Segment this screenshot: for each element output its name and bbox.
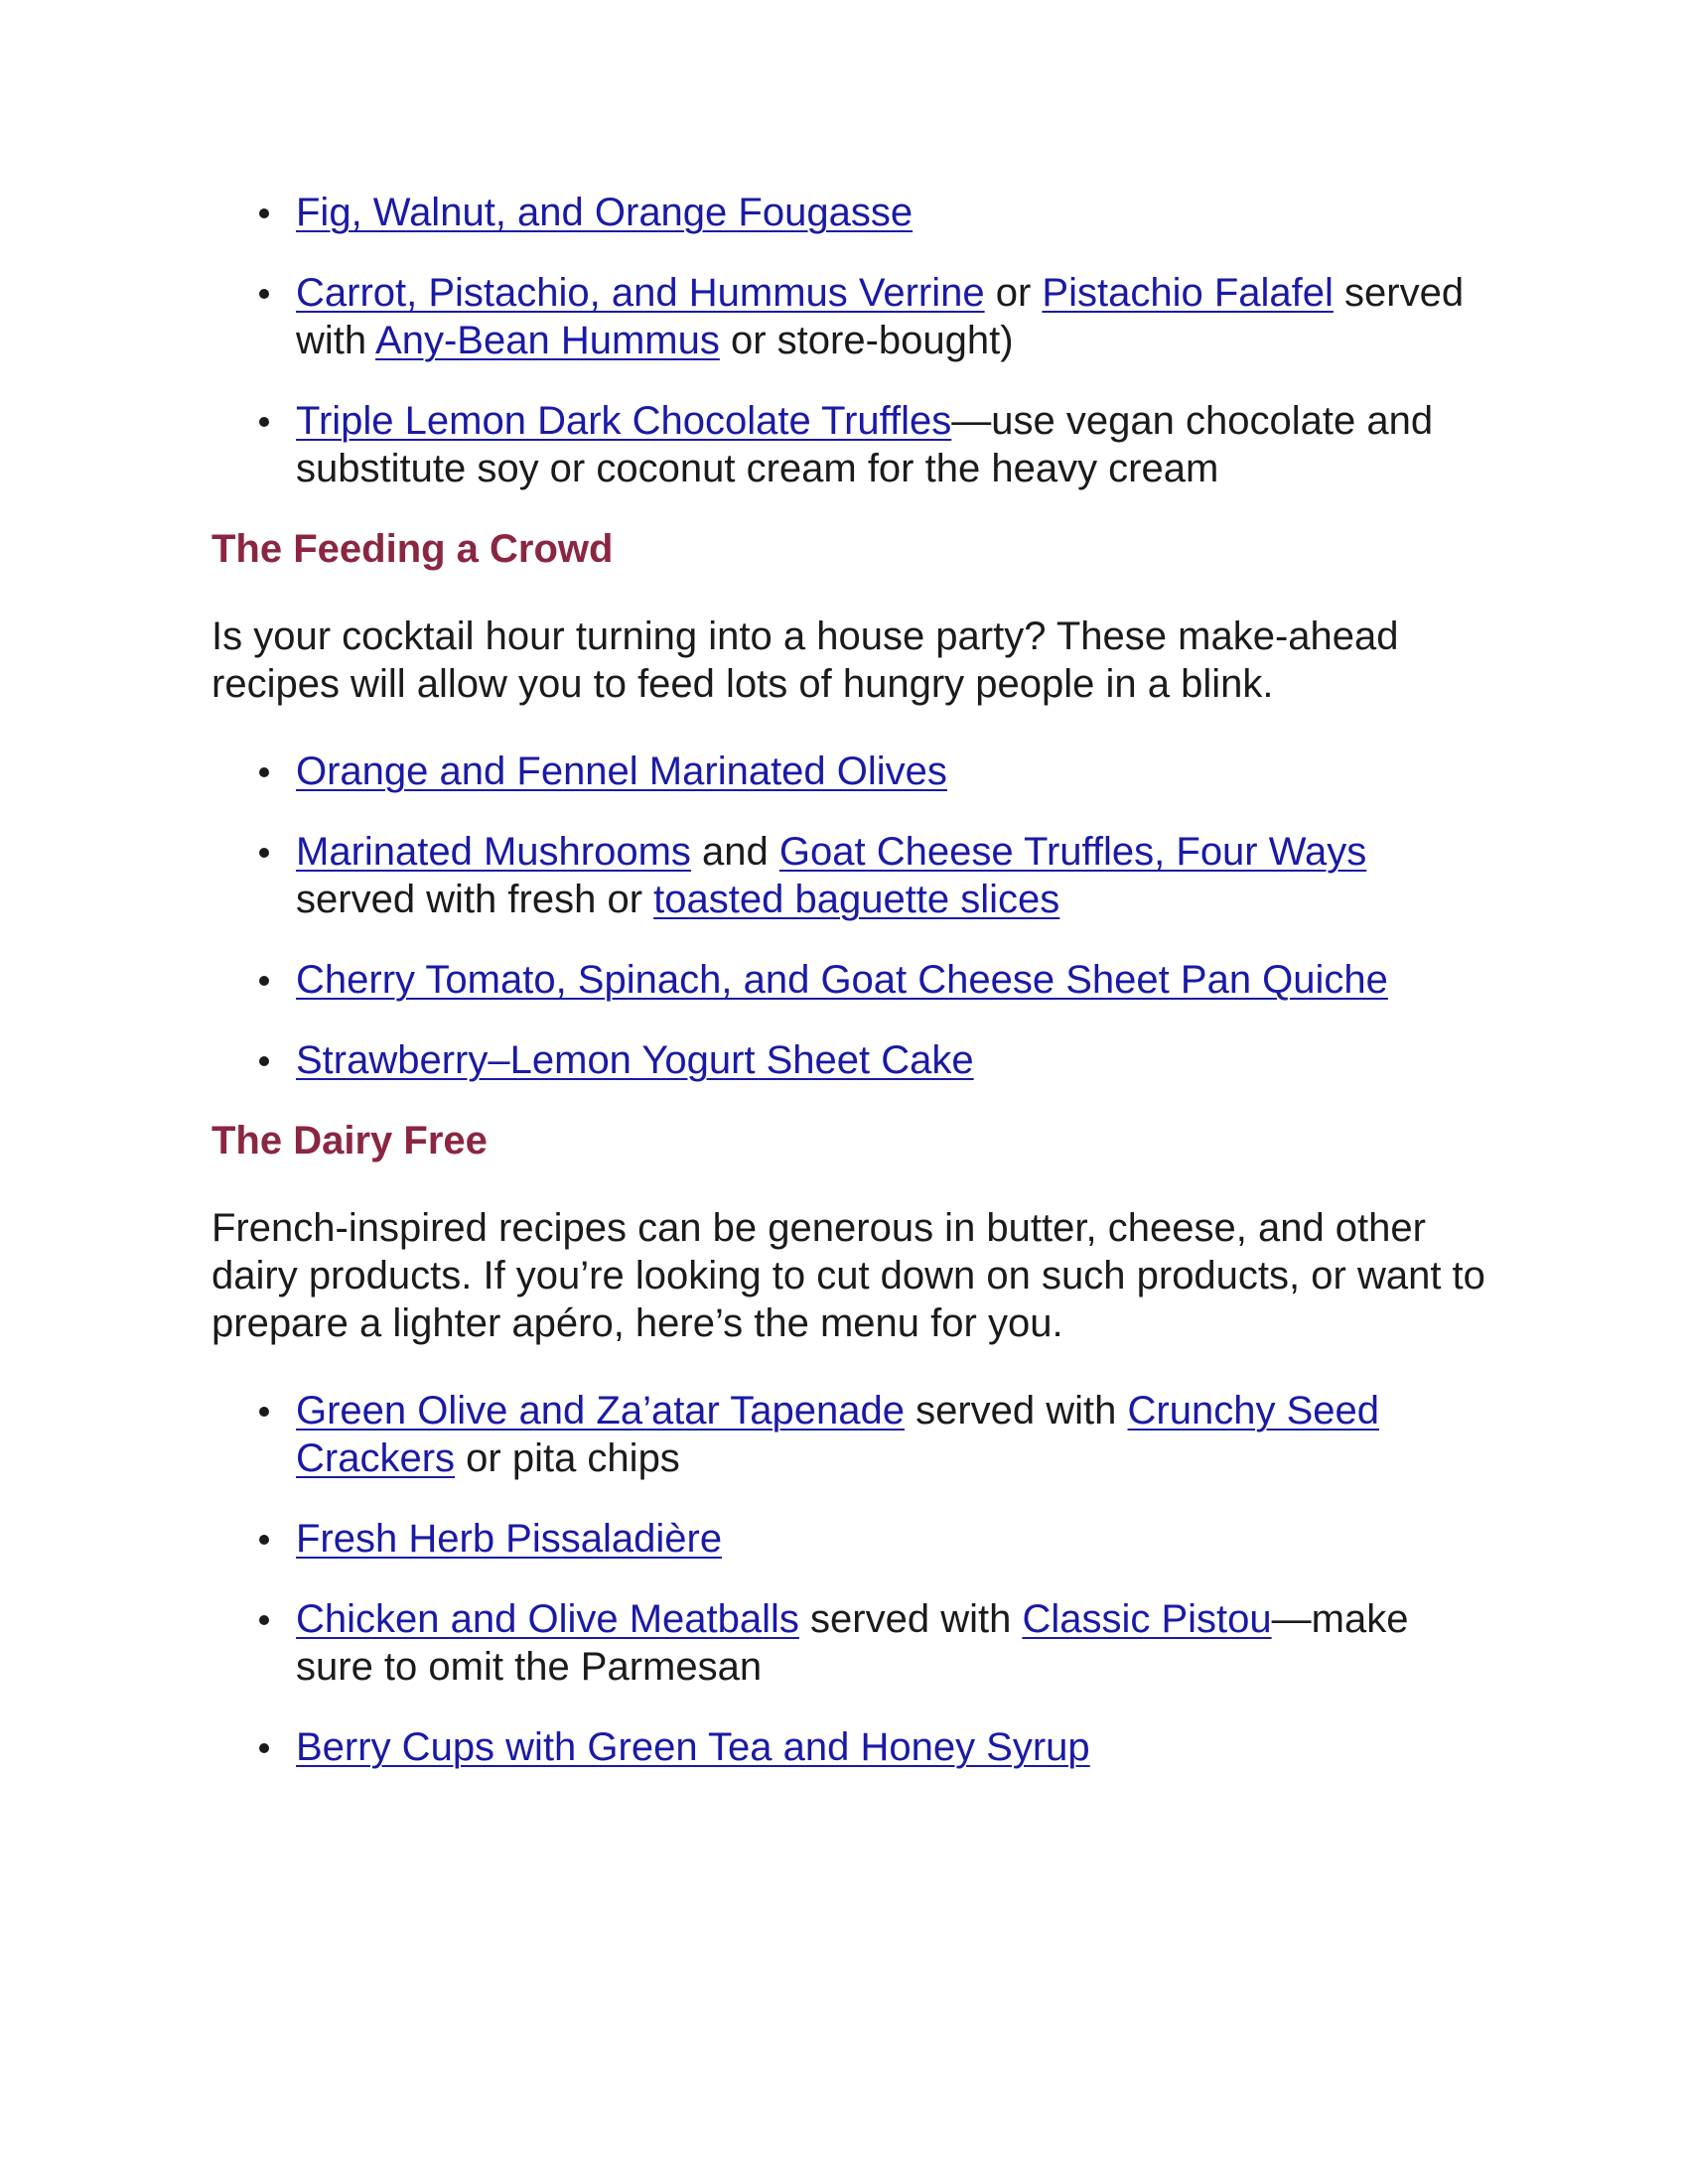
list-item-text: served with [905, 1389, 1128, 1433]
list-item [211, 1515, 1492, 1563]
recipe-link[interactable]: Triple Lemon Dark Chocolate Truffles [296, 399, 952, 443]
recipe-link[interactable]: Pistachio Falafel [1042, 271, 1334, 315]
document-page [211, 189, 1492, 1804]
section-heading-feeding-a-crowd: The Feeding a Crowd [211, 527, 614, 571]
section-intro-dairy-free: French-inspired recipes can be generous in butter, cheese, and other dairy products. If you’re looking to cut down on such products, or want to prepare a lighter apéro, here’s the menu for you. [211, 1206, 1485, 1345]
list-item-text: —make sure to omit the Parmesan [296, 1597, 1409, 1689]
list-item [211, 189, 1492, 236]
recipe-list-dairy-free [211, 1387, 1492, 1771]
section-heading-dairy-free: The Dairy Free [211, 1119, 488, 1162]
recipe-link[interactable]: Strawberry–Lemon Yogurt Sheet Cake [296, 1038, 974, 1082]
list-item-text: and [690, 830, 779, 874]
list-item [211, 828, 1492, 923]
list-item-text: or store-bought) [719, 319, 1014, 362]
recipe-link[interactable]: Goat Cheese Truffles, Four Ways [778, 830, 1367, 874]
recipe-list-intro [211, 189, 1492, 492]
list-item-text: served with fresh or [296, 878, 654, 921]
recipe-link[interactable]: Fresh Herb Pissaladière [296, 1517, 723, 1561]
recipe-link[interactable]: Any-Bean Hummus [375, 319, 720, 362]
recipe-link[interactable]: Cherry Tomato, Spinach, and Goat Cheese Sheet Pan Quiche [296, 958, 1388, 1002]
list-item-text: served with [798, 1597, 1023, 1641]
recipe-link[interactable]: Green Olive and Za’atar Tapenade [296, 1389, 905, 1433]
list-item-text: —use vegan chocolate and substitute soy or coconut cream for the heavy cream [296, 399, 1434, 490]
list-item [211, 1036, 1492, 1084]
recipe-link[interactable]: Crunchy Seed Crackers [296, 1389, 1380, 1480]
list-item [211, 748, 1492, 795]
recipe-link[interactable]: Chicken and Olive Meatballs [296, 1597, 799, 1641]
list-item [211, 1387, 1492, 1482]
list-item [211, 1723, 1492, 1771]
list-item-text: or pita chips [455, 1436, 680, 1480]
recipe-link[interactable]: Classic Pistou [1022, 1597, 1272, 1641]
recipe-link[interactable]: toasted baguette slices [653, 878, 1060, 921]
list-item [211, 956, 1492, 1004]
recipe-link[interactable]: Marinated Mushrooms [296, 830, 691, 874]
recipe-list-feeding-a-crowd [211, 748, 1492, 1084]
list-item-text: served with [296, 271, 1465, 362]
recipe-link[interactable]: Fig, Walnut, and Orange Fougasse [296, 191, 914, 234]
recipe-link[interactable]: Orange and Fennel Marinated Olives [296, 750, 947, 793]
list-item [211, 1595, 1492, 1691]
recipe-link[interactable]: Berry Cups with Green Tea and Honey Syrup [296, 1725, 1090, 1769]
recipe-link[interactable]: Carrot, Pistachio, and Hummus Verrine [296, 271, 985, 315]
list-item [211, 397, 1492, 492]
list-item [211, 269, 1492, 364]
list-item-text: or [984, 271, 1043, 315]
section-intro-feeding-a-crowd: Is your cocktail hour turning into a house party? These make-ahead recipes will allow you to feed lots of hungry people in a blink. [211, 614, 1399, 706]
